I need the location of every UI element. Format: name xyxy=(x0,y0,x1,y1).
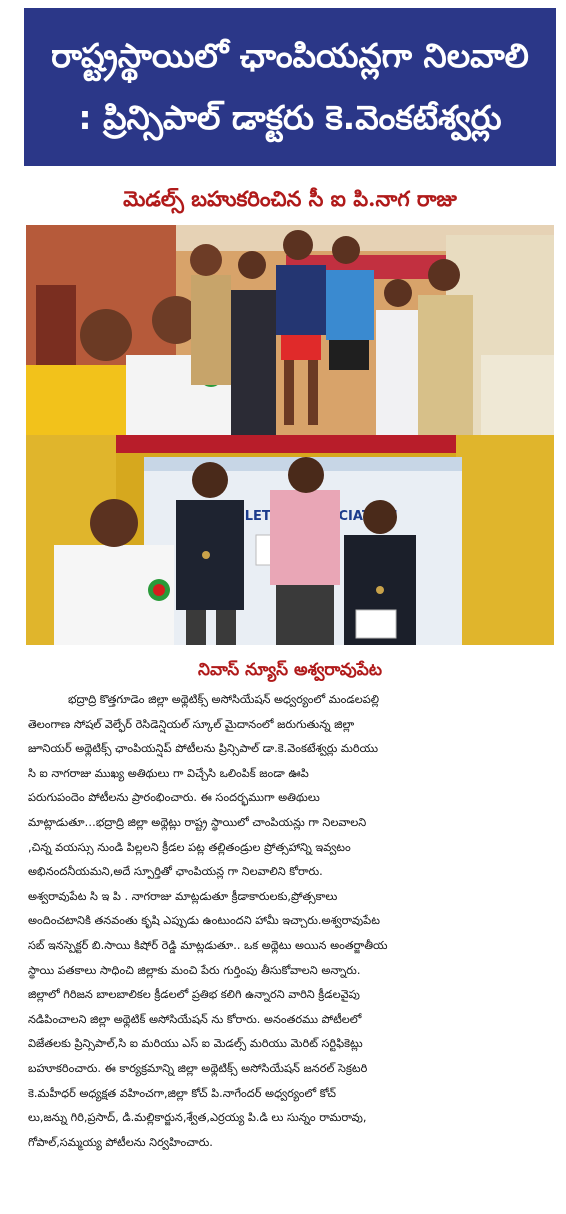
article-line: కె.మహీధర్ అధ్యక్షత వహించగా,జిల్లా కోచ్ పి.నాగేందర్ అధ్వర్యంలో కోచ్ xyxy=(28,1086,336,1100)
headline-line-1: రాష్ట్రస్థాయిలో ఛాంపియన్లగా నిలవాలి xyxy=(51,36,529,75)
article-line: సి ఐ నాగరాజు ముఖ్య అతిథులు గా విచ్చేసి ఒలింపిక్ జండా ఊపి xyxy=(28,766,309,780)
article-line: నడిపించాలని జిల్లా అథ్లెటిక్ అసోసియేషన్ ను కోరారు. అనంతరము పోటీలలో xyxy=(28,1012,362,1026)
dateline: నివాస్ న్యూస్ అశ్వరావుపేట xyxy=(198,660,382,680)
article-line: విజేతలకు ప్రిన్సిపాల్,సి ఐ మరియు ఎస్ ఐ మెడల్స్ మరియు మెరిట్ సర్టిఫికెట్లు xyxy=(28,1037,363,1051)
article-line: లు,జన్ను గిరి,ప్రసాద్, డి.మల్లికార్జున,శ్వేత,ఎర్రయ్య పి.డి లు సున్నం రామరావు, xyxy=(28,1111,367,1125)
subheadline: మెడల్స్ బహుకరించిన సీ ఐ పి.నాగ రాజు xyxy=(123,186,457,211)
article-line: అందించటానికి తనవంతు కృషి ఎప్పుడు ఉంటుందని హామీ ఇచ్చారు.అశ్వరావుపేట xyxy=(28,914,380,928)
article-line: గోపాల్,సమ్మయ్య పోటీలను నిర్వహించారు. xyxy=(28,1135,213,1149)
article-line: స్థాయి పతకాలు సాధించి జిల్లాకు మంచి పేరు గుర్తింపు తీసుకోవాలని అన్నారు. xyxy=(28,963,361,977)
article-line: ,చిన్న వయస్సు నుండి పిల్లలని క్రీడల పట్ల తల్లితండ్రుల ప్రోత్సహాన్ని ఇవ్వటం xyxy=(28,840,351,854)
girls-medal-photo xyxy=(26,435,554,645)
girls-medal-illustration xyxy=(26,435,554,645)
headline-banner xyxy=(24,8,556,166)
article-line: బహూకరించారు. ఈ కార్యక్రమాన్ని జిల్లా అథ్లెటిక్స్ అసోసియేషన్ జనరల్ సెక్రటరి xyxy=(28,1061,368,1075)
article-line: మాట్లాడుతూ…భద్రాద్రి జిల్లా అథ్లెట్లు రాష్ట్ర స్థాయిలో చాంపియన్లు గా నిలవాలని xyxy=(28,815,367,829)
article-line: అభినందనీయమని,అదే స్పూర్తితో ఛాంపియన్ల గా నిలవాలిని కోరారు. xyxy=(28,865,323,879)
article-line: భద్రాద్రి కొత్తగూడెం జిల్లా అథ్లెటిక్స్ అసోసియేషన్ అధ్వర్యంలో మండలపల్లి xyxy=(68,693,380,706)
association-banner-text: LETICS ASSOCIATION xyxy=(244,509,398,524)
article-line: అశ్వరావుపేట సి ఇ పి . నాగరాజు మాట్లడుతూ క్రీడాకారులకు,ప్రోత్సకాలు xyxy=(28,889,338,903)
article-body xyxy=(28,688,554,1155)
article-line: పరుగుపందెం పోటీలను ప్రారంభించారు. ఈ సందర్భముగా అతిథులు xyxy=(28,791,320,805)
article-line: తెలంగాణ సోషల్ వెల్ఫేర్ రెసిడెన్షియల్ స్కూల్ మైదానంలో జరుగుతున్న జిల్లా xyxy=(28,717,355,731)
article-line: జూనియర్ అథ్లెటిక్స్ ఛాంపియన్షిప్ పోటీలను ప్రిన్సిపాల్ డా.కె.వెంకటేశ్వర్లు మరియు xyxy=(28,742,379,756)
article-line: సబ్ ఇనస్పెక్టర్ బి.సాయి కిషోర్ రెడ్డి మాట్లడుతూ.. ఒక అథ్లెటు అయిన అంతర్జాతీయ xyxy=(28,938,388,952)
article-line: జిల్లాలో గిరిజన బాలబాలికల క్రీడలలో ప్రతిభ కలిగి ఉన్నారని వారిని క్రీడలవైపు xyxy=(28,988,360,1002)
headline-line-2: : ప్రిన్సిపాల్ డాక్టరు కె.వెంకటేశ్వర్లు xyxy=(78,98,502,137)
medal-ceremony-illustration xyxy=(26,225,554,435)
medal-ceremony-photo xyxy=(26,225,554,435)
